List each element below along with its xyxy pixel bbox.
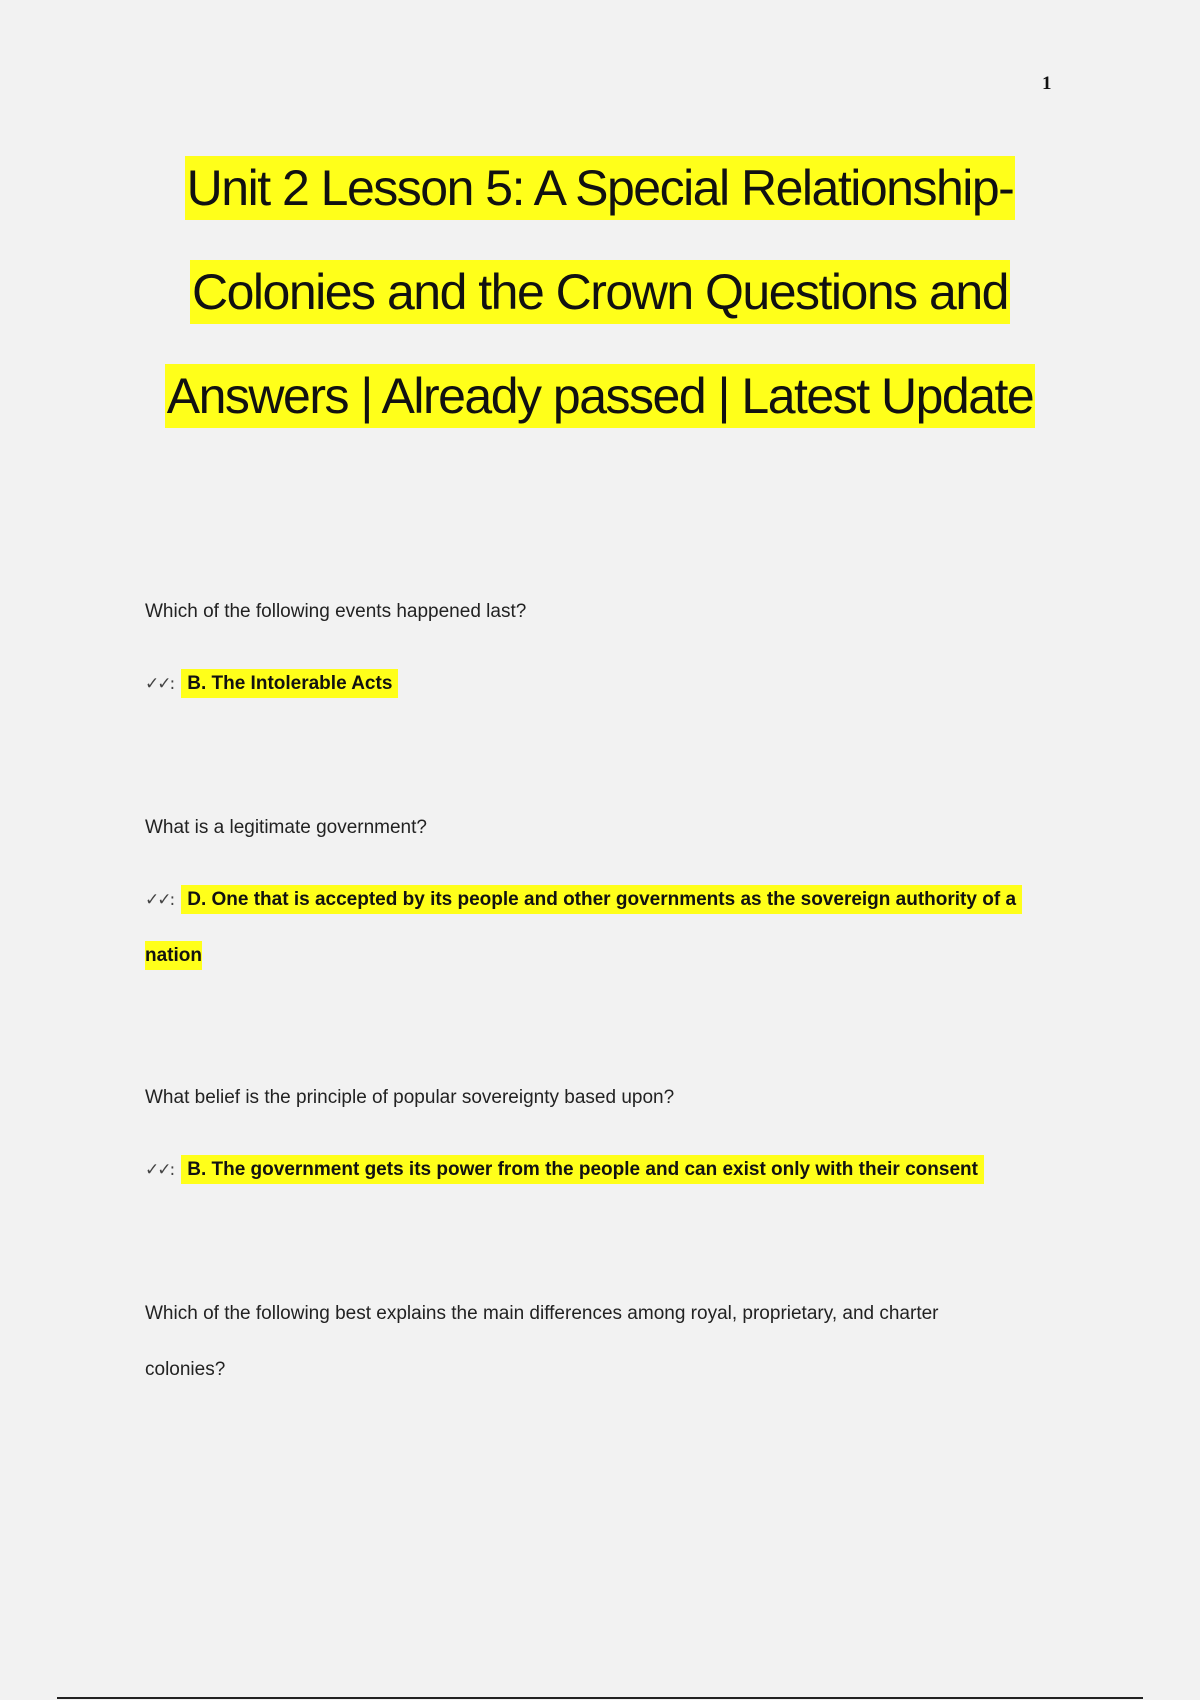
document-title [100,136,1100,448]
answer-text: nation [145,941,202,970]
qa-item-3 [145,1070,1045,1198]
question-continuation: colonies? [145,1359,226,1380]
answer-text: D. One that is accepted by its people and other governments as the sovereign authority of a [181,885,1022,914]
question-text: What belief is the principle of popular sovereignty based upon? [145,1087,675,1108]
footer-divider [57,1697,1143,1699]
qa-item-2 [145,800,1045,984]
double-check-icon: ✓✓: [145,1160,174,1180]
qa-item-1 [145,584,1045,712]
qa-item-4 [145,1286,1045,1398]
double-check-icon: ✓✓: [145,674,174,694]
answer-continuation [145,928,1045,984]
question-text: Which of the following best explains the main differences among royal, proprietary, and charter [145,1303,939,1324]
answer-text: B. The Intolerable Acts [181,669,398,698]
double-check-icon: ✓✓: [145,890,174,910]
question-text: What is a legitimate government? [145,817,427,838]
answer-row [145,1142,1045,1198]
answer-text: B. The government gets its power from the people and can exist only with their consent [181,1155,984,1184]
title-line-3: Answers | Already passed | Latest Update [100,344,1100,448]
title-line-2: Colonies and the Crown Questions and [100,240,1100,344]
title-line-1: Unit 2 Lesson 5: A Special Relationship- [100,136,1100,240]
question-text: Which of the following events happened last? [145,601,527,622]
answer-row [145,872,1045,928]
answer-row [145,656,1045,712]
page-number: 1 [1042,73,1052,94]
